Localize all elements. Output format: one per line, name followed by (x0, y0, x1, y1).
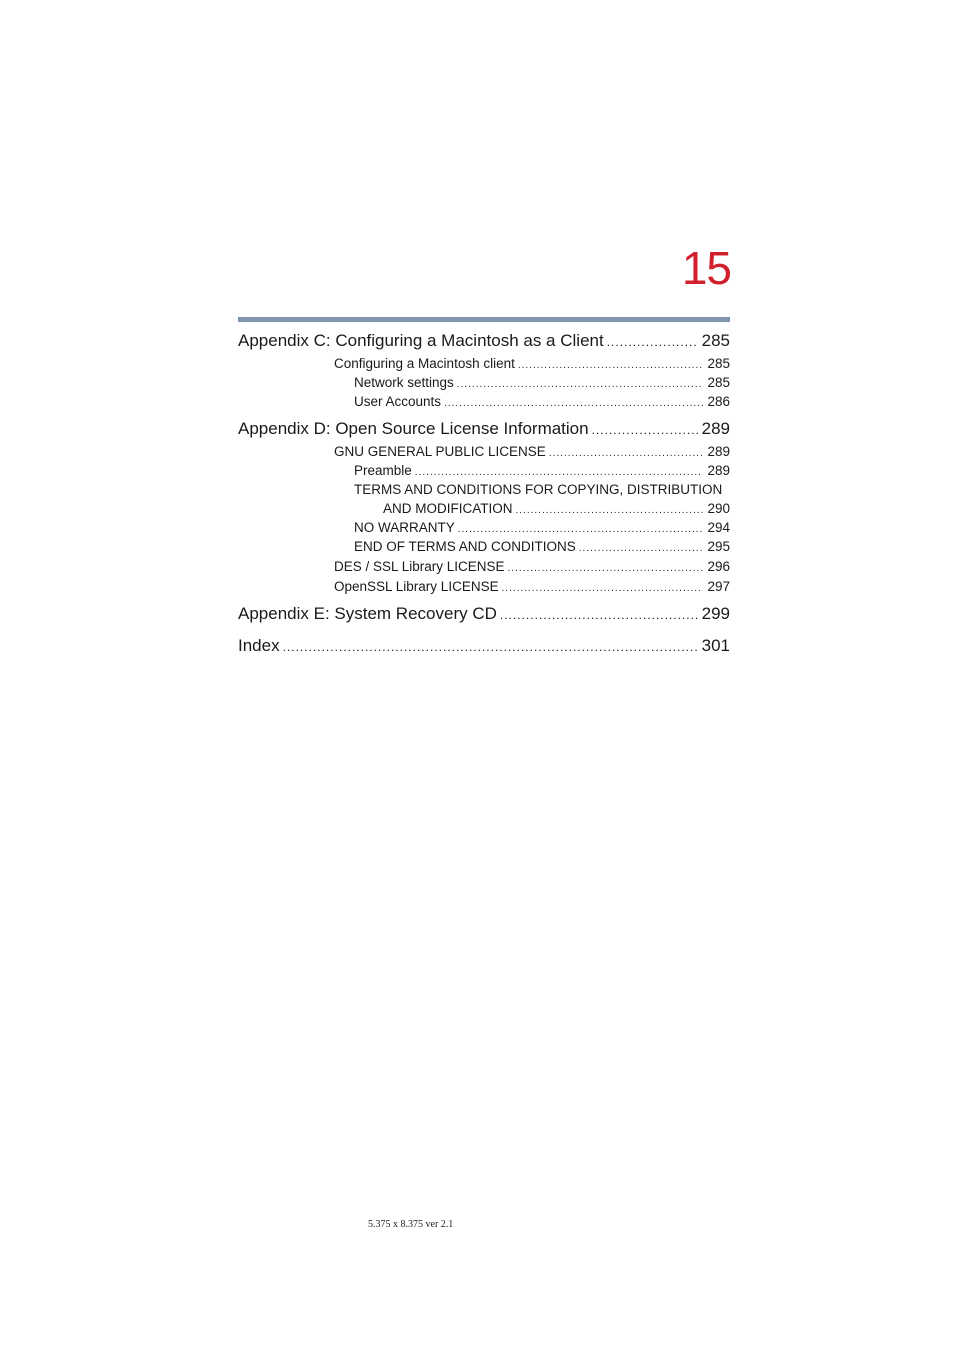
dot-leader (458, 521, 704, 539)
toc-entry-user-accounts[interactable] (354, 393, 730, 413)
dot-leader (502, 580, 704, 598)
dot-leader (415, 464, 704, 482)
page-number: 15 (681, 242, 731, 294)
toc-entry-appendix-c[interactable] (238, 330, 730, 353)
toc-entry-network-settings[interactable] (354, 374, 730, 394)
toc-entry-title: NO WARRANTY (354, 520, 455, 535)
toc-entry-title: DES / SSL Library LICENSE (334, 559, 505, 574)
toc-entry-index[interactable] (238, 635, 730, 658)
toc-entry-title: User Accounts (354, 394, 442, 409)
toc-entry-no-warranty[interactable] (354, 519, 730, 539)
toc-entry-page: 295 (707, 539, 730, 554)
toc-entry-title: Appendix D: Open Source License Information (238, 419, 589, 438)
toc-entry-title: OpenSSL Library LICENSE (334, 579, 499, 594)
header-rule (238, 317, 730, 322)
toc-entry-openssl[interactable] (334, 578, 730, 598)
toc-entry-title: Preamble (354, 463, 412, 478)
dot-leader (592, 419, 698, 441)
toc-entry-page: 285 (707, 356, 730, 371)
toc-entry-title: Index (238, 636, 280, 655)
toc-entry-page: 301 (701, 636, 730, 655)
dot-leader (457, 376, 704, 394)
toc-entry-gnu-gpl[interactable] (334, 443, 730, 463)
toc-entry-title: Network settings (354, 375, 454, 390)
toc-entry-title: GNU GENERAL PUBLIC LICENSE (334, 444, 546, 459)
dot-leader (500, 604, 698, 626)
dot-leader (516, 502, 704, 520)
toc-entry-title: Appendix C: Configuring a Macintosh as a Client (238, 331, 604, 350)
dot-leader (518, 357, 704, 375)
toc-entry-terms-line1[interactable]: TERMS AND CONDITIONS FOR COPYING, DISTRIBUTION (354, 482, 723, 497)
toc-entry-page: 297 (707, 579, 730, 594)
toc-entry-terms-line2[interactable] (383, 500, 730, 520)
toc-entry-configuring-mac-client[interactable] (334, 355, 730, 375)
toc-entry-page: 289 (707, 444, 730, 459)
dot-leader (579, 540, 704, 558)
footer-version: 5.375 x 8.375 ver 2.1 (368, 1219, 454, 1230)
toc-entry-appendix-e[interactable] (238, 603, 730, 626)
toc-entry-title: Appendix E: System Recovery CD (238, 604, 497, 623)
toc-entry-des-ssl[interactable] (334, 558, 730, 578)
toc-entry-preamble[interactable] (354, 462, 730, 482)
toc-entry-page: 290 (707, 501, 730, 516)
toc-entry-page: 286 (707, 394, 730, 409)
toc-entry-page: 294 (707, 520, 730, 535)
toc-entry-page: 296 (707, 559, 730, 574)
toc-entry-page: 289 (707, 463, 730, 478)
toc-entry-appendix-d[interactable] (238, 418, 730, 441)
dot-leader (283, 636, 698, 658)
dot-leader (607, 331, 698, 353)
toc-entry-title: Configuring a Macintosh client (334, 356, 515, 371)
toc-entry-title: END OF TERMS AND CONDITIONS (354, 539, 576, 554)
toc-entry-page: 299 (701, 604, 730, 623)
dot-leader (549, 445, 704, 463)
toc-entry-title: AND MODIFICATION (383, 501, 513, 516)
toc-entry-page: 289 (701, 419, 730, 438)
dot-leader (444, 395, 703, 413)
toc-entry-end-terms[interactable] (354, 538, 730, 558)
dot-leader (508, 560, 704, 578)
toc-entry-page: 285 (707, 375, 730, 390)
toc-entry-page: 285 (701, 331, 730, 350)
